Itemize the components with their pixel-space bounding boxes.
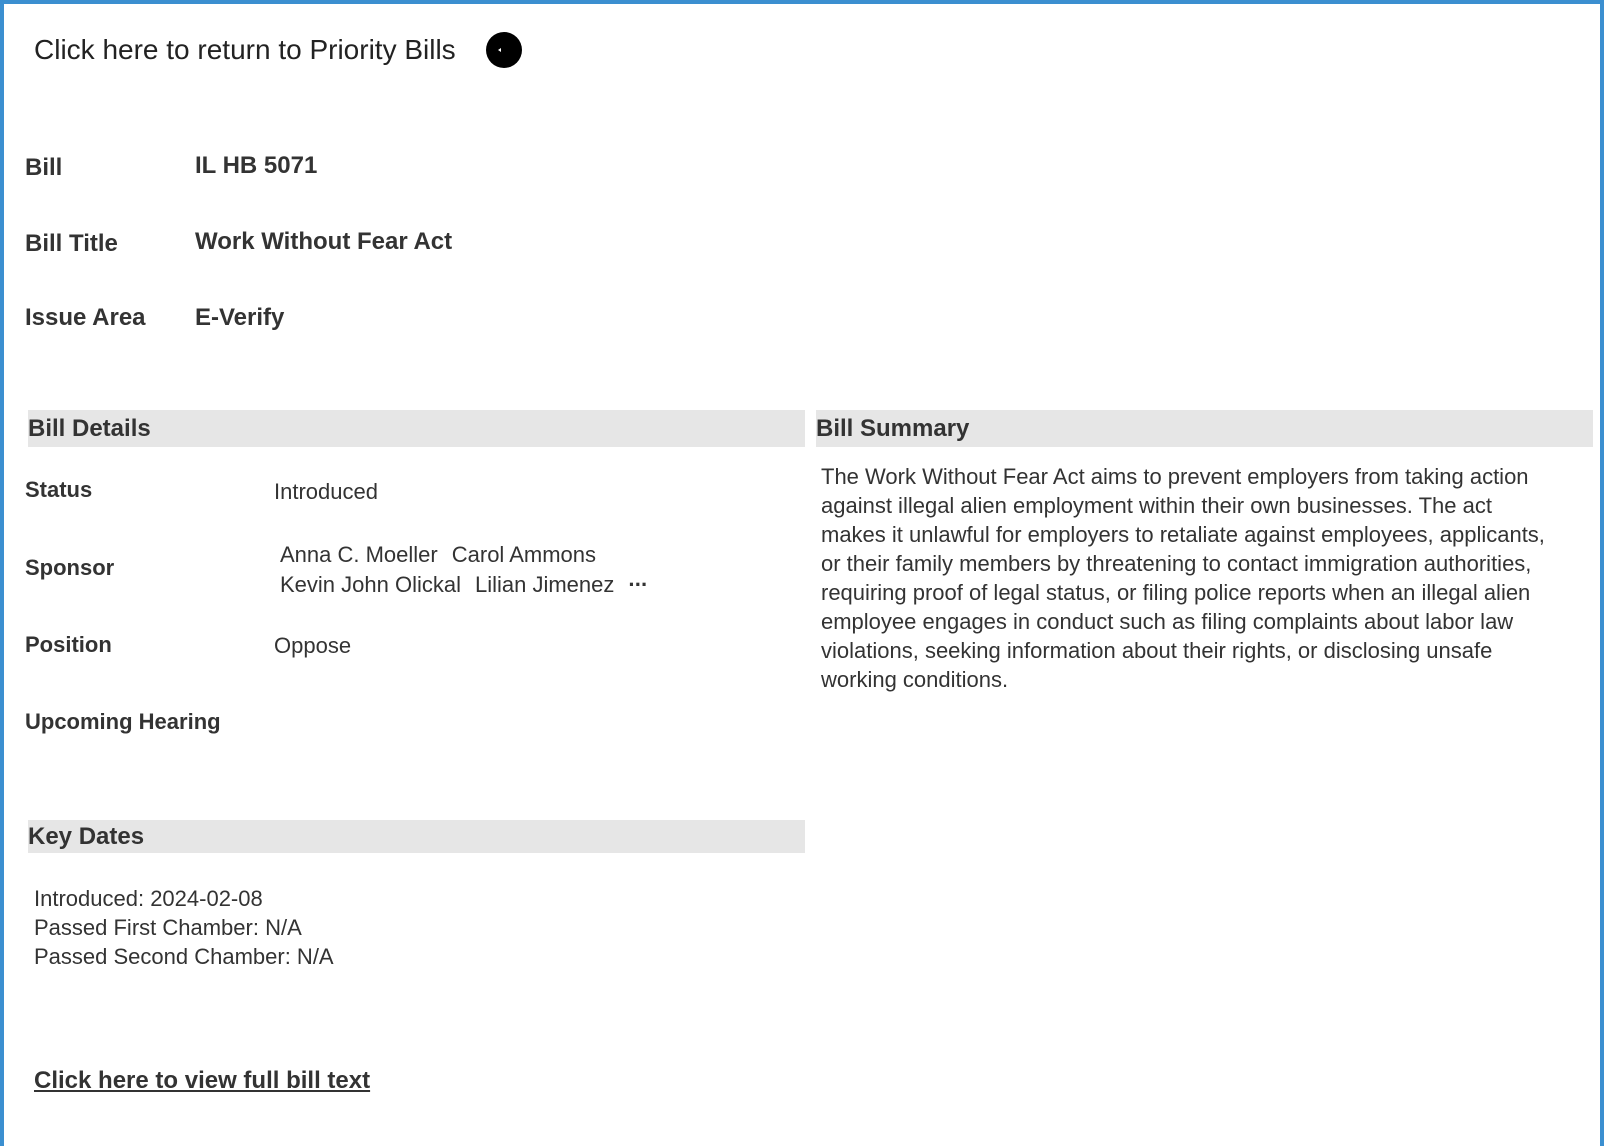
sponsor-name[interactable]: Carol Ammons — [451, 542, 597, 567]
issue-area-label: Issue Area — [25, 304, 146, 331]
sponsor-name[interactable]: Anna C. Moeller — [280, 542, 438, 567]
issue-area-value: E-Verify — [195, 304, 285, 331]
key-dates-list — [34, 884, 334, 971]
introduced-date: Introduced: 2024-02-08 — [34, 886, 263, 911]
position-value: Oppose — [274, 633, 352, 658]
more-sponsors-ellipsis-icon[interactable]: ··· — [628, 572, 648, 597]
view-full-bill-text-link[interactable]: Click here to view full bill text — [34, 1067, 371, 1094]
upcoming-hearing-label: Upcoming Hearing — [25, 709, 221, 734]
return-row — [34, 32, 522, 68]
bill-summary-header: Bill Summary — [816, 410, 1593, 447]
bill-title-value: Work Without Fear Act — [195, 228, 453, 255]
passed-first-chamber-date: Passed First Chamber: N/A — [34, 915, 302, 940]
key-dates-header: Key Dates — [28, 820, 805, 853]
sponsor-name[interactable]: Kevin John Olickal — [280, 572, 461, 597]
sponsor-name[interactable]: Lilian Jimenez — [474, 572, 615, 597]
circle-arrow-icon[interactable] — [486, 32, 522, 68]
sponsor-label: Sponsor — [25, 555, 115, 580]
sponsor-list — [280, 540, 710, 600]
status-label: Status — [25, 477, 93, 502]
bill-summary-text: The Work Without Fear Act aims to prevent employers from taking action against illegal alien employment within their own businesses. The act makes it unlawful for employers to retaliate against employees, applicants, or their family members by threatening to contact immigration authorities, requiring proof of legal status, or filing police reports when an illegal alien employee engages in conduct such as filing complaints about labor law violations, seeking information about their rights, or disclosing unsafe working conditions. — [821, 464, 1545, 692]
bill-title-label: Bill Title — [25, 230, 118, 257]
status-value: Introduced — [274, 479, 378, 504]
bill-details-header: Bill Details — [28, 410, 805, 447]
position-label: Position — [25, 632, 112, 657]
bill-value: IL HB 5071 — [195, 152, 318, 179]
passed-second-chamber-date: Passed Second Chamber: N/A — [34, 944, 334, 969]
bill-label: Bill — [25, 154, 63, 181]
return-to-priority-bills-link[interactable]: Click here to return to Priority Bills — [34, 34, 456, 65]
